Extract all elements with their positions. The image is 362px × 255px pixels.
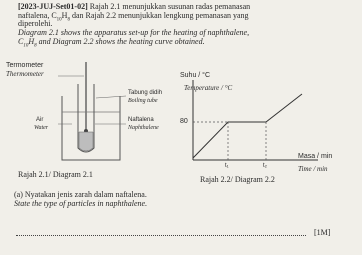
label-water: Water xyxy=(34,125,49,131)
question-line2: naftalena, $C_{10}H_8$ dan Rajah 2.2 menunjukkan lengkung pemanasan yang xyxy=(18,11,249,23)
part-a-text-en: State the type of particles in naphthalene. xyxy=(14,199,148,208)
y-tick-80: 80 xyxy=(180,118,188,125)
heating-curve xyxy=(193,94,302,158)
question-en-line1: Diagram 2.1 shows the apparatus set-up for the heating of naphthalene, xyxy=(18,28,250,37)
question-line1: Rajah 2.1 menunjukkan susunan radas pemanasan xyxy=(89,2,251,11)
label-boiling-tube: Boiling tube xyxy=(128,98,158,104)
part-a-question xyxy=(14,190,147,199)
diagram2-caption: Rajah 2.2/ Diagram 2.2 xyxy=(200,175,275,184)
question-en-line2: $C_{10}H_8$ and Diagram 2.2 shows the heating curve obtained. xyxy=(18,37,205,49)
label-thermometer: Thermometer xyxy=(6,70,44,78)
marks-label: [1M] xyxy=(314,228,331,237)
part-a-label: (a) xyxy=(14,190,23,199)
x-tick-t1: t₁ xyxy=(225,163,229,169)
part-a-text-my: Nyatakan jenis zarah dalam naftalena. xyxy=(24,190,147,199)
label-naphthalene: Naphthalene xyxy=(128,125,159,131)
answer-line[interactable] xyxy=(16,234,306,236)
label-air: Air xyxy=(36,117,44,123)
diagram1-caption: Rajah 2.1/ Diagram 2.1 xyxy=(18,170,93,179)
x-tick-t2: t₂ xyxy=(263,163,267,169)
x-label-time: Time / min xyxy=(298,165,328,173)
question-line3: diperolehi. xyxy=(18,19,53,28)
label-tabung-didih: Tabung didih xyxy=(128,90,163,96)
x-label-masa: Masa / min xyxy=(298,153,333,160)
label-naftalena: Naftalena xyxy=(128,117,154,123)
y-label-temperature: Temperature / °C xyxy=(184,84,233,92)
question-tag: [2023-JUJ-Set01-02] xyxy=(18,2,88,11)
label-termometer: Termometer xyxy=(6,62,44,69)
y-label-suhu: Suhu / °C xyxy=(180,72,211,79)
